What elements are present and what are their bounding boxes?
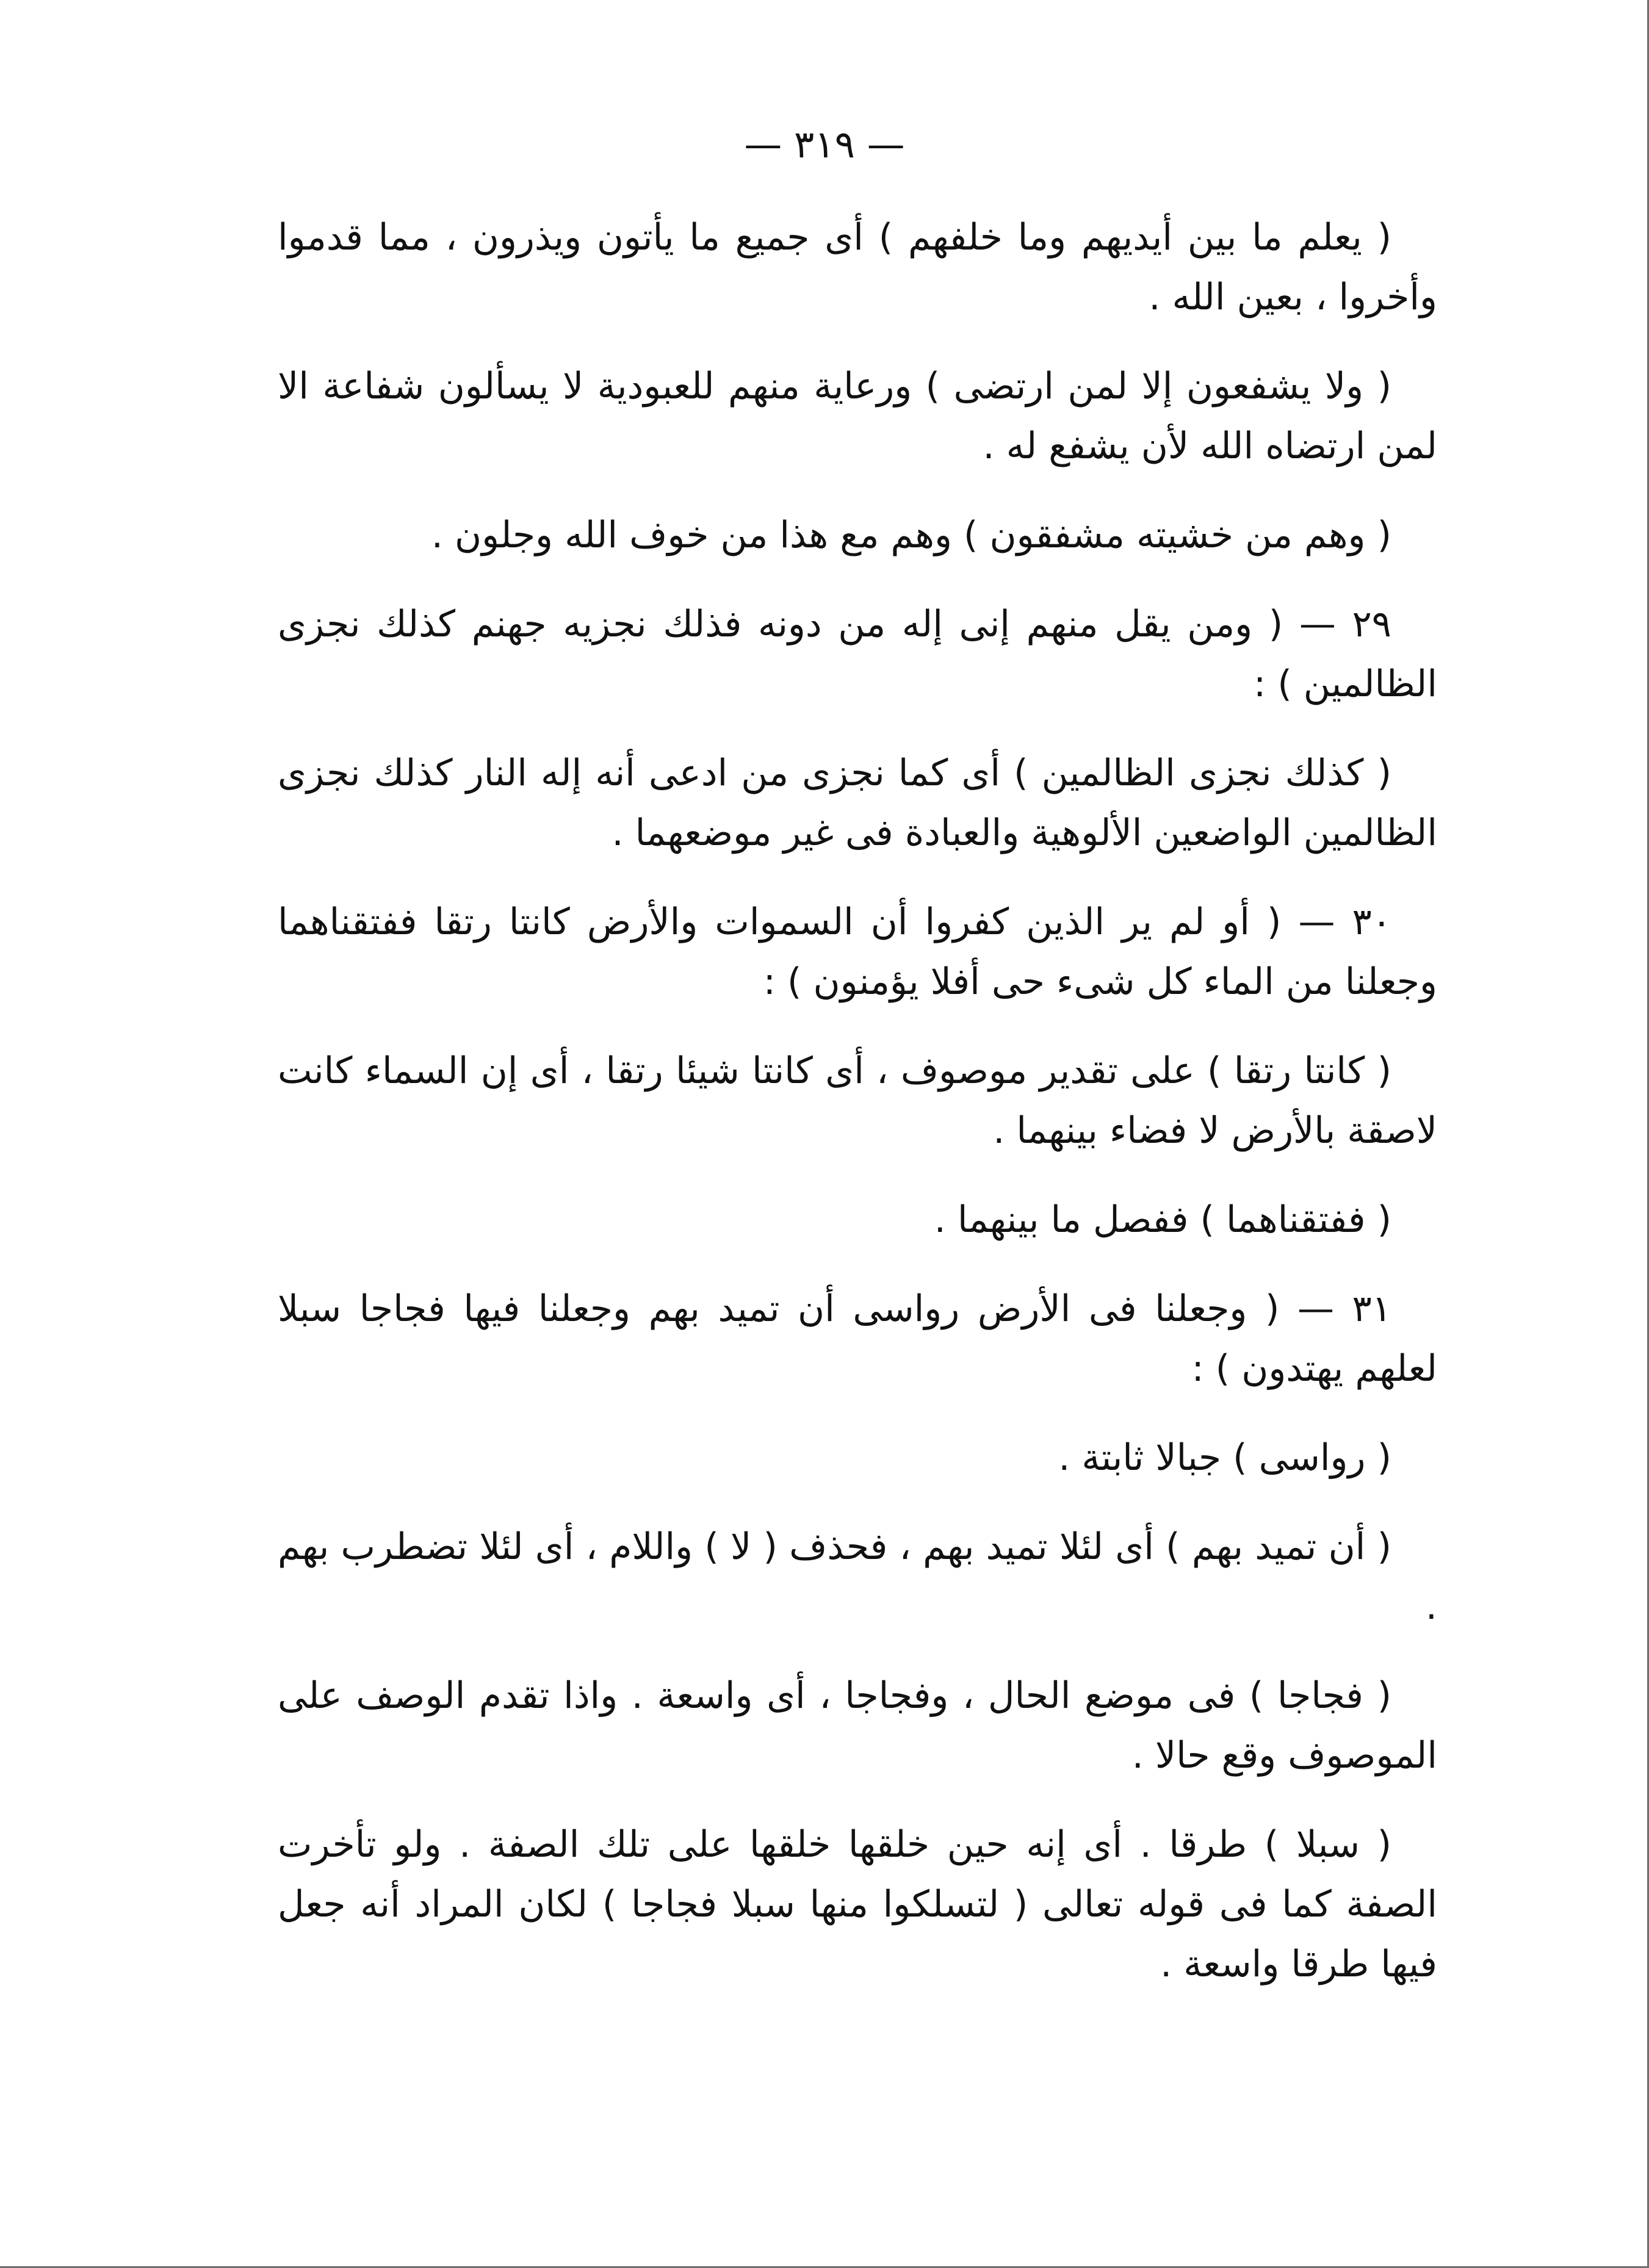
paragraph: ( فجاجا ) فى موضع الحال ، وفجاجا ، أى واسعة . واذا تقدم الوصف على الموصوف وقع حالا . — [278, 1674, 1437, 1777]
paragraph: ( أن تميد بهم ) أى لئلا تميد بهم ، فحذف ( لا ) واللام ، أى لئلا تضطرب بهم . — [278, 1525, 1437, 1628]
paragraph: ( ولا يشفعون إلا لمن ارتضى ) ورعاية منهم للعبودية لا يسألون شفاعة الا لمن ارتضاه الله لأن يشفع له . — [278, 365, 1437, 467]
paragraph: ( سبلا ) طرقا . أى إنه حين خلقها خلقها على تلك الصفة . ولو تأخرت الصفة كما فى قوله تعالى ( لتسلكوا منها سبلا فجاجا ) لكان المراد أنه جعل فيها طرقا واسعة . — [278, 1823, 1437, 1985]
paragraph: ( ففتقناهما ) ففصل ما بينهما . — [934, 1198, 1391, 1241]
page-number: — ٣١٩ — — [744, 122, 905, 167]
paragraph: ( كذلك نجزى الظالمين ) أى كما نجزى من ادعى أنه إله النار كذلك نجزى الظالمين الواضعين الألوهية والعبادة فى غير موضعهما . — [278, 752, 1437, 854]
verse-paragraph: ٢٩ — ( ومن يقل منهم إنى إله من دونه فذلك نجزيه جهنم كذلك نجزى الظالمين ) : — [278, 603, 1437, 705]
verse-paragraph: ٣٠ — ( أو لم ير الذين كفروا أن السموات والأرض كانتا رتقا ففتقناهما وجعلنا من الماء كل شىء حى أفلا يؤمنون ) : — [278, 901, 1437, 1003]
verse-paragraph: ٣١ — ( وجعلنا فى الأرض رواسى أن تميد بهم وجعلنا فيها فجاجا سبلا لعلهم يهتدون ) : — [278, 1287, 1437, 1390]
paragraph: ( رواسى ) جبالا ثابتة . — [1058, 1436, 1391, 1479]
paragraph: ( وهم من خشيته مشفقون ) وهم مع هذا من خوف الله وجلون . — [431, 514, 1391, 556]
paragraph: ( يعلم ما بين أيديهم وما خلفهم ) أى جميع ما يأتون ويذرون ، مما قدموا وأخروا ، بعين الله . — [278, 216, 1437, 319]
page-text — [278, 207, 1437, 2023]
paragraph: ( كانتا رتقا ) على تقدير موصوف ، أى كانتا شيئا رتقا ، أى إن السماء كانت لاصقة بالأرض لا فضاء بينهما . — [278, 1049, 1437, 1152]
